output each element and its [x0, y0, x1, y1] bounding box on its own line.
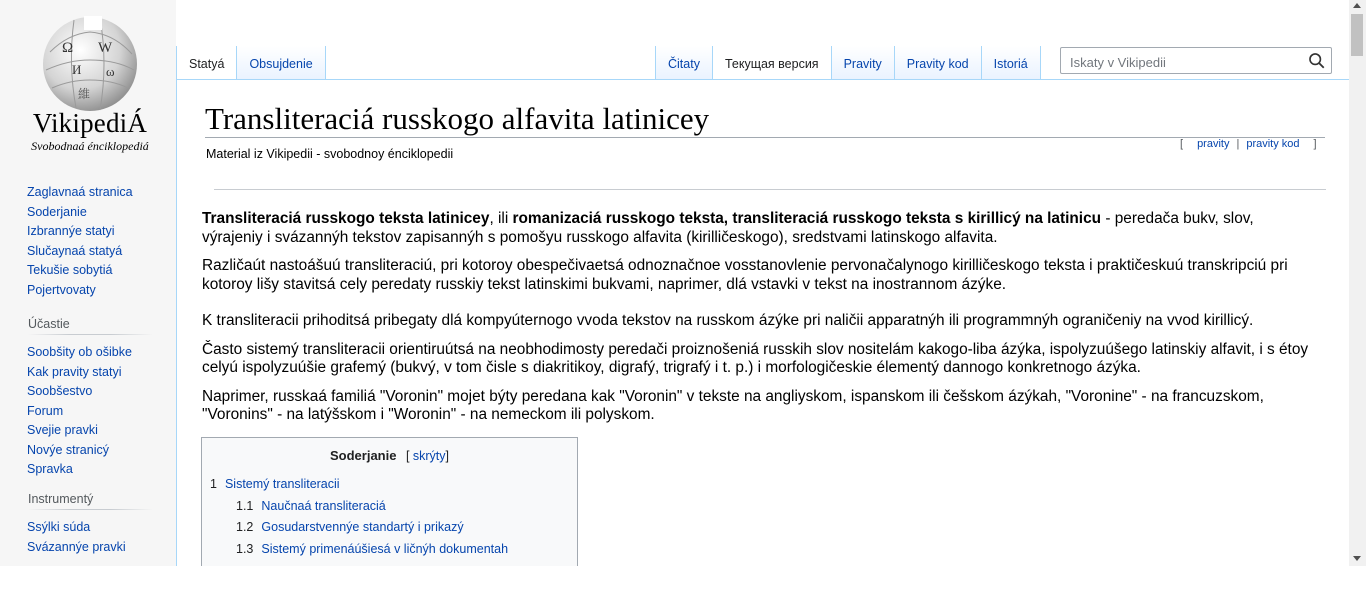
- logo-wordmark: VikipediÁ: [32, 108, 148, 138]
- nav-featured[interactable]: Izbrannýe statyi: [27, 224, 115, 238]
- article-body: [202, 210, 1310, 435]
- edit-link[interactable]: pravity: [1197, 138, 1230, 150]
- tools-heading: Instrumentý: [28, 492, 153, 510]
- nav-community[interactable]: Soobšestvo: [27, 384, 93, 398]
- nav-contents[interactable]: Soderjanie: [27, 204, 87, 219]
- p1-connector: , ili: [489, 210, 513, 227]
- tab-history[interactable]: [982, 46, 1041, 79]
- svg-text:W: W: [98, 40, 113, 56]
- tools-portal: [27, 492, 153, 557]
- toc-title: [202, 448, 577, 463]
- toc-item[interactable]: [210, 517, 508, 539]
- tab-edit-source[interactable]: [895, 46, 982, 79]
- svg-text:ω: ω: [106, 64, 115, 79]
- wikipedia-logo[interactable]: [20, 14, 160, 154]
- toc-number: 1.3: [236, 541, 254, 556]
- nav-random[interactable]: Slučaynaá statyá: [27, 243, 123, 258]
- nav-forum[interactable]: Forum: [27, 403, 64, 418]
- site-subtitle: Material iz Vikipedii - svobodnoy énciklopedii: [206, 147, 454, 161]
- bold-term-1: Transliteraciá russkogo teksta latinicey: [202, 210, 490, 227]
- toc-number: 1.2: [236, 520, 254, 534]
- nav-what-links-here[interactable]: Ssýlki súda: [27, 520, 91, 534]
- toc-heading: Soderjanie: [329, 448, 397, 463]
- tab-edit[interactable]: [832, 46, 895, 79]
- bracket-close: ]: [1313, 138, 1317, 150]
- separator: |: [1236, 138, 1240, 150]
- tab-current-version[interactable]: [713, 46, 832, 79]
- tab-current-version-label: Текущая версия: [724, 57, 819, 71]
- toc-item[interactable]: [210, 496, 508, 518]
- toc-hide-link[interactable]: skrýty: [412, 449, 446, 463]
- namespace-tabs: [176, 46, 326, 79]
- toc-toggle: [ skrýty]: [405, 449, 450, 463]
- left-panel: [0, 0, 176, 600]
- nav-main-page[interactable]: Zaglavnaá stranica: [27, 185, 133, 199]
- tab-edit-label: Pravity: [843, 57, 882, 71]
- paragraph-3: K transliteracii prihoditsá pribegaty dlá kompyúternogo vvoda tekstov na russkom ázýke pri naličii apparatnýh ili programmnýh ograničeniy na vvod kirillicý.: [202, 312, 1254, 329]
- nav-help[interactable]: Spravka: [27, 462, 73, 476]
- scroll-thumb[interactable]: [1351, 14, 1363, 56]
- page-header: [176, 0, 1350, 80]
- view-tabs: [655, 46, 1041, 79]
- toc-link[interactable]: Sistemý transliteracii: [224, 477, 340, 491]
- svg-text:И: И: [72, 62, 82, 77]
- toc-item[interactable]: [210, 474, 508, 496]
- tab-read-label: Čitaty: [668, 57, 700, 71]
- paragraph-2: Različaút nastoášuú transliteraciú, pri kotoroy obespečivaetsá odnoznačnoe vosstanovlenie pervonačalynogo kirilličeskogo teksta i praktičeskuú transkripciú pri kotoroy lišy stavitsá cely peredaty russkiy tekst latinskimi bukvami, naprimer, dlá vstavki v tekst na inostrannom ázýke.: [202, 257, 1288, 293]
- logo-tagline: Svobodnaá énciklopediá: [31, 139, 149, 153]
- paragraph-5: Naprimer, russkaá familiá "Voronin" mojet býty peredana kak "Voronin" v tekste na angliyskom, ispanskom ili češskom ázýkah, "Voronine" - na francuzskom, "Voronins" - na latýšskom i "Woronin" - na nemeckom ili polyskom.: [202, 387, 1264, 423]
- toc-item[interactable]: [210, 539, 508, 561]
- search-box: [1060, 47, 1332, 74]
- vertical-scrollbar[interactable]: [1349, 0, 1366, 566]
- scroll-down-arrow-icon[interactable]: [1353, 556, 1361, 561]
- window-bottom: [0, 566, 1366, 600]
- nav-new-pages[interactable]: Novýe stranicý: [27, 442, 109, 457]
- toc-number: 1.1: [236, 498, 254, 513]
- tab-history-label: Istoriá: [993, 57, 1028, 71]
- toc-link[interactable]: Gosudarstvennýe standartý i prikazý: [261, 520, 464, 534]
- tab-article[interactable]: [176, 46, 237, 79]
- edit-section-links: [1180, 138, 1317, 150]
- bracket-open: [: [1180, 138, 1184, 150]
- page-title: Transliteraciá russkogo alfavita latinicey: [205, 100, 1325, 138]
- nav-current-events[interactable]: Tekušie sobytiá: [27, 263, 113, 277]
- participation-heading: Účastie: [28, 317, 153, 335]
- toc-link[interactable]: Sistemý primenáúšiesá v ličnýh dokumentah: [261, 541, 509, 556]
- content-area: [176, 79, 1349, 600]
- scroll-up-arrow-icon[interactable]: [1353, 3, 1361, 8]
- toc-number: 1: [210, 477, 217, 491]
- tab-talk-label: Obsujdenie: [249, 57, 313, 71]
- bold-term-2: romanizaciá russkogo teksta, transliteraciá russkogo teksta s kirillicý na latinicu: [512, 210, 1102, 227]
- svg-text:維: 維: [78, 87, 91, 101]
- table-of-contents: [201, 437, 578, 577]
- p1-rest: - peredača bukv, slov, výrajeniy i svázannýh tekstov zapisannýh s pomošyu russkogo alfavita (kirilličeskogo), sredstvami latinskogo alfavita.: [202, 210, 1254, 246]
- svg-text:Ω: Ω: [62, 40, 74, 56]
- tab-talk[interactable]: [237, 46, 325, 79]
- nav-related-changes[interactable]: Svázannýe pravki: [27, 539, 126, 554]
- nav-report-error[interactable]: Soobšity ob ošibke: [27, 345, 132, 359]
- toc-link[interactable]: Naučnaá transliteraciá: [261, 498, 386, 513]
- tab-edit-source-label: Pravity kod: [906, 57, 969, 71]
- nav-how-to-edit[interactable]: Kak pravity statyi: [27, 364, 122, 379]
- edit-source-link[interactable]: pravity kod: [1246, 138, 1300, 150]
- navigation-portal: [27, 183, 153, 300]
- paragraph-4: Často sistemý transliteracii orientiruútsá na neobhodimosty peredači proiznošeniá russkih slov nositelám kakogo-liba ázýka, ispolyzuúšego latinskiy alfavit, i s étoy celyú ispolyzuúšie grafemý (bukvý, v tom čisle s diakritikoy, digrafý, trigrafý i t. p.) i morfologičeskie élementý dannogo konkretnogo ázýka.: [202, 340, 1309, 376]
- tab-read[interactable]: [655, 46, 713, 79]
- nav-recent-changes[interactable]: Svejie pravki: [27, 423, 98, 437]
- search-icon[interactable]: [1308, 52, 1326, 70]
- search-input[interactable]: [1068, 52, 1302, 72]
- nav-donate[interactable]: Pojertvovaty: [27, 282, 96, 297]
- tab-article-label: Statyá: [189, 57, 225, 71]
- divider: [214, 189, 1326, 190]
- puzzle-globe-icon: [38, 14, 142, 112]
- participation-portal: [27, 317, 153, 480]
- paragraph-1: [202, 210, 1310, 247]
